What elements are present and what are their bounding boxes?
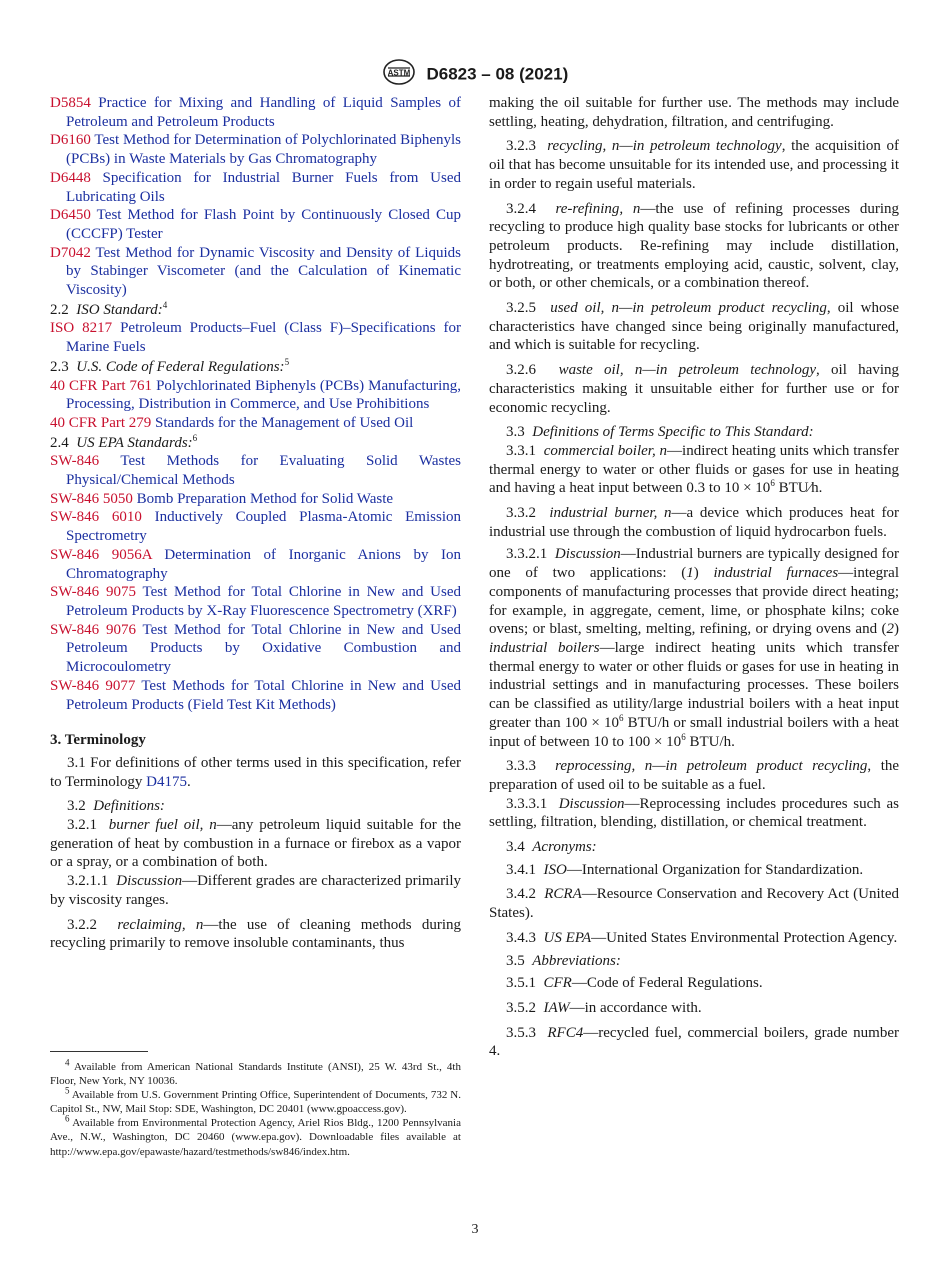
acronym-3-4-2: 3.4.2 RCRA—Resource Conservation and Recovery Act (United States). (489, 886, 899, 922)
section-3-1: 3.1 For definitions of other terms used in this specification, refer to Terminology D4175. (50, 754, 461, 790)
definition-3-2-1-1: 3.2.1.1 Discussion—Different grades are characterized primarily by viscosity ranges. (50, 873, 461, 908)
reference-entry (50, 131, 461, 168)
reference-title-link[interactable]: Practice for Mixing and Handling of Liquid Samples of Petroleum and Petroleum Products (66, 95, 461, 130)
reference-entry (50, 206, 461, 243)
section-2-3: 2.3 U.S. Code of Federal Regulations:$^5$ (50, 356, 290, 375)
reference-title-link[interactable]: Polychlorinated Biphenyls (PCBs) Manufacturing, Processing, Distribution in Commerce, and Use Prohibitions (66, 377, 461, 413)
reference-code-link[interactable]: SW-846 9075 (50, 584, 136, 601)
section-3-3: 3.3 Definitions of Terms Specific to This Standard: (506, 424, 814, 441)
reference-entry (50, 244, 461, 300)
definition-3-2-3: 3.2.3 recycling, n—in petroleum technology, the acquisition of oil that has become unsuitable for its intended use, and processing it in order to regain useful materials. (489, 138, 900, 192)
reference-list-iso (50, 319, 461, 356)
section-3-2: 3.2 Definitions: (67, 798, 165, 815)
reference-entry (50, 414, 461, 433)
reference-entry (50, 319, 461, 356)
reference-code-link[interactable]: D6450 (50, 207, 91, 224)
section-3-heading: 3. Terminology (50, 732, 146, 749)
reference-title-link[interactable]: Petroleum Products–Fuel (Class F)–Specifications for Marine Fuels (66, 320, 461, 356)
abbreviation-3-5-3: 3.5.3 RFC4—recycled fuel, commercial boilers, grade number 4. (489, 1024, 899, 1060)
reference-entry (50, 546, 461, 583)
reference-code-link[interactable]: D6160 (50, 132, 91, 149)
reference-title-link[interactable]: Test Method for Total Chlorine in New and Used Petroleum Products by Oxidative Combustion and Microcoulometry (66, 621, 461, 676)
reference-title-link[interactable]: Bomb Preparation Method for Solid Waste (136, 490, 394, 507)
reference-code-link[interactable]: D7042 (50, 244, 91, 261)
reference-title-link[interactable]: Test Method for Dynamic Viscosity and Density of Liquids by Stabinger Viscometer (and the Calculation of Kinematic Viscosity) (66, 244, 462, 299)
reference-title-link[interactable]: Test Methods for Evaluating Solid Wastes Physical/Chemical Methods (66, 453, 461, 489)
reference-list-astm (50, 94, 461, 300)
reference-entry (50, 583, 461, 620)
reference-code-link[interactable]: SW-846 9076 (50, 621, 136, 638)
reference-title-link[interactable]: Specification for Industrial Burner Fuels from Used Lubricating Oils (66, 169, 461, 205)
reference-title-link[interactable]: Inductively Coupled Plasma-Atomic Emission Spectrometry (66, 509, 461, 545)
reference-title-link[interactable]: Test Method for Flash Point by Continuously Closed Cup (CCCFP) Tester (66, 207, 461, 242)
astm-logo-icon (382, 58, 416, 91)
reference-code-link[interactable]: SW-846 9077 (50, 677, 136, 694)
section-2-4: 2.4 US EPA Standards:$^6$ (50, 432, 198, 451)
definition-3-3-3: 3.3.3 reprocessing, n—in petroleum product recycling, the preparation of used oil to be suitable as a fuel. (489, 758, 900, 793)
reference-code-link[interactable]: SW-846 9056A (50, 546, 152, 563)
reference-title-link[interactable]: Test Methods for Total Chlorine in New and Used Petroleum Products (Field Test Kit Methods) (66, 677, 461, 713)
reference-code-link[interactable]: SW-846 6010 (50, 509, 142, 526)
reference-code-link[interactable]: 40 CFR Part 279 (50, 414, 152, 431)
reference-list-epa (50, 452, 461, 714)
definition-3-2-2: 3.2.2 reclaiming, n—the use of cleaning methods during recycling primarily to remove insoluble contaminants, thus (50, 916, 461, 952)
section-2-2: 2.2 ISO Standard:$^4$ (50, 299, 168, 318)
page-header (0, 58, 950, 91)
reference-title-link[interactable]: Standards for the Management of Used Oil (155, 414, 414, 431)
footnote-divider (50, 1051, 148, 1052)
reference-entry (50, 169, 461, 206)
reference-title-link[interactable]: Test Method for Total Chlorine in New and Used Petroleum Products by X-Ray Fluorescence Spectrometry (XRF) (66, 584, 461, 619)
section-3-5: 3.5 Abbreviations: (506, 952, 621, 969)
footnotes (50, 1057, 461, 1159)
footnote-5: $^5$ Available from U.S. Government Printing Office, Superintendent of Documents, 732 N. Capitol St., NW, Mail Stop: SDE, Washington, DC 20401 (www.gpoaccess.gov). (50, 1085, 461, 1116)
reference-code-link[interactable]: 40 CFR Part 761 (50, 377, 153, 394)
document-designation: D6823 – 08 (2021) (426, 64, 569, 84)
reference-title-link[interactable]: Determination of Inorganic Anions by Ion Chromatography (66, 546, 462, 582)
abbreviation-3-5-1: 3.5.1 CFR—Code of Federal Regulations. (506, 975, 763, 992)
reference-code-link[interactable]: D5854 (50, 95, 91, 111)
reference-title-link[interactable]: Test Method for Determination of Polychlorinated Biphenyls (PCBs) in Waste Materials by Gas Chromatography (66, 132, 461, 168)
reference-entry (50, 452, 461, 489)
definition-3-2-4: 3.2.4 re-refining, n—the use of refining processes during recycling to produce high quality base stocks for lubricants or other petroleum products. Re-refining may include distillation, hydrotreating, or treatments employing acid, caustic, solvent, clay, or both, or other chemicals, or a combination thereof. (489, 200, 900, 292)
definition-3-2-2-continued: making the oil suitable for further use. The methods may include settling, heating, dehydration, filtration, and centrifuging. (489, 95, 899, 130)
reference-code-link[interactable]: ISO 8217 (50, 320, 113, 337)
reference-code-link[interactable]: SW-846 (50, 453, 100, 470)
definition-3-2-6: 3.2.6 waste oil, n—in petroleum technology, oil having characteristics making it unsuitable either for further use or for economic recycling. (489, 362, 899, 416)
definition-3-3-1: 3.3.1 commercial boiler, n—indirect heating units which transfer thermal energy to water or other fluids or gases for use in heating and having a heat input between 0.3 to $10 \times 10^6$ BTU⁄h. (489, 442, 900, 497)
footnote-4: $^4$ Available from American National Standards Institute (ANSI), 25 W. 43rd St., 4th Floor, New York, NY 10036. (50, 1057, 461, 1088)
reference-entry (50, 377, 461, 414)
definition-3-2-5: 3.2.5 used oil, n—in petroleum product recycling, oil whose characteristics have changed since being originally manufactured, and which is suitable for recycling. (489, 300, 899, 354)
definition-3-3-2-1: 3.3.2.1 Discussion—Industrial burners are typically designed for one of two applications: (1) industrial furnaces—integral components of manufacturing processes that provide direct heating; for example, in aggregate, cement, lime, or phosphate kilns; coke ovens; or blast, smelting, melting, refining, or drying ovens and (2) industrial boilers—large indirect heating units which transfer thermal energy to water or other fluids or gases for use in heating in industrial settings and in manufacturing processes. These boilers can be classified as utility/large industrial boilers with a heat input greater than $100 \times 10^6$ BTU/h or small industrial boilers with a heat input of between 10 to $100 \times 10^6$ BTU/h. (489, 546, 899, 750)
section-3-4: 3.4 Acronyms: (506, 839, 597, 856)
abbreviation-3-5-2: 3.5.2 IAW—in accordance with. (506, 999, 702, 1016)
footnote-6: $^6$ Available from Environmental Protection Agency, Ariel Rios Bldg., 1200 Pennsylvania Ave., N.W., Washington, DC 20460 (www.epa.gov). Downloadable files available at http://www.epa.gov/epawaste/hazard/testmethods/sw846/index.htm. (50, 1113, 461, 1158)
reference-entry (50, 677, 461, 714)
reference-entry (50, 94, 461, 131)
reference-code-link[interactable]: D6448 (50, 169, 91, 186)
definition-3-3-2: 3.3.2 industrial burner, n—a device which produces heat for industrial use through the combustion of liquid hydrocarbon fuels. (489, 505, 900, 540)
page-number: 3 (471, 1222, 479, 1237)
acronym-3-4-3: 3.4.3 US EPA—United States Environmental Protection Agency. (506, 929, 898, 946)
acronym-3-4-1: 3.4.1 ISO—International Organization for Standardization. (506, 861, 864, 878)
terminology-link[interactable]: D4175 (146, 773, 188, 790)
reference-entry (50, 621, 461, 677)
reference-entry (50, 508, 461, 545)
svg-text:ASTM: ASTM (387, 68, 411, 78)
definition-3-2-1: 3.2.1 burner fuel oil, n—any petroleum liquid suitable for the generation of heat by combustion in a furnace or firebox as a vapor or a spray, or a combination of both. (50, 817, 461, 871)
reference-list-cfr (50, 377, 461, 433)
left-column (50, 94, 461, 953)
definition-3-3-3-1: 3.3.3.1 Discussion—Reprocessing includes procedures such as settling, filtration, blending, distillation, or chemical treatment. (489, 795, 899, 831)
reference-code-link[interactable]: SW-846 5050 (50, 490, 133, 507)
reference-entry (50, 490, 461, 509)
right-column (489, 94, 899, 1061)
